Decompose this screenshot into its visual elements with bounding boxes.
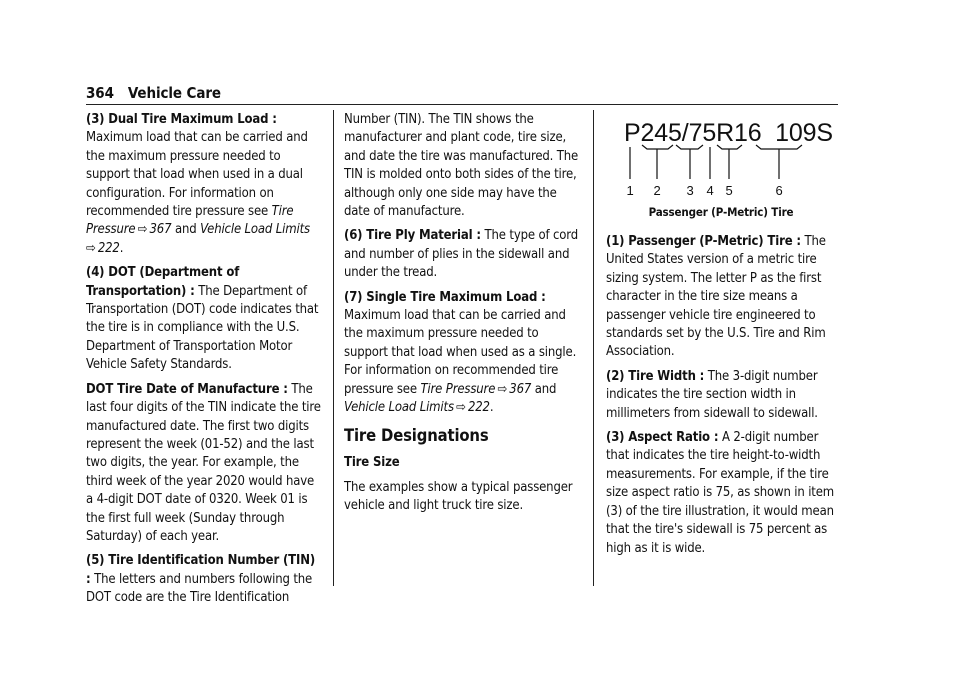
link-tire-pressure[interactable]: Tire Pressure [86, 204, 294, 238]
paragraph-text: and [531, 381, 557, 397]
paragraph-text: The Department of Transportation (DOT) code indicates that the tire is in compliance with the U.S. Department of Transportation Motor Vehicle Safety Standards. [86, 283, 319, 373]
page-ref-number[interactable]: 222 [97, 240, 120, 256]
diagram-label-3: 3 [686, 183, 694, 198]
paragraph-text: . [489, 400, 494, 416]
section-heading: Tire Designations [344, 425, 489, 445]
term-single-tire-load: (7) Single Tire Maximum Load : [344, 289, 546, 305]
running-header [86, 84, 221, 102]
column-divider-2 [593, 110, 594, 586]
section-title: Vehicle Care [127, 84, 221, 102]
paragraph-text: Maximum load that can be carried and the maximum pressure needed to support that load when used as a single. For information on recommended tire pressure see [344, 308, 577, 397]
paragraph-ply-material [344, 227, 582, 282]
paragraph-text: The type of cord and number of plies in the sidewall and under the tread. [344, 228, 578, 281]
column-divider-1 [333, 110, 334, 586]
term-dot: (4) DOT (Department of Transportation) : [86, 265, 240, 299]
page-ref-icon: ⇨ [456, 400, 466, 416]
paragraph-text: Number (TIN). The TIN shows the manufacturer and plant code, tire size, and date the tire was manufactured. The TIN is molded onto both sides of the tire, although only one side may have the date of manufacture. [344, 112, 579, 220]
term-tire-width: (2) Tire Width : [606, 368, 705, 384]
figure-caption: Passenger (P-Metric) Tire [648, 205, 794, 219]
diagram-label-2: 2 [653, 183, 661, 198]
paragraph-text: The examples show a typical passenger vehicle and light truck tire size. [344, 479, 573, 514]
paragraph-dual-tire-load [86, 111, 322, 258]
link-vehicle-load-limits[interactable]: Vehicle Load Limits [344, 400, 454, 416]
column-1 [86, 111, 322, 614]
paragraph-single-tire-load [344, 289, 582, 418]
term-dual-tire-load: (3) Dual Tire Maximum Load : [86, 112, 277, 127]
term-aspect-ratio: (3) Aspect Ratio : [606, 430, 719, 446]
tire-size-figure [606, 111, 836, 219]
paragraph-tin [86, 552, 322, 607]
page-ref-number[interactable]: 367 [149, 222, 172, 238]
diagram-label-4: 4 [706, 183, 714, 198]
paragraph-tire-width [606, 368, 838, 423]
page-ref-icon: ⇨ [137, 222, 148, 238]
paragraph-tin-continued [344, 111, 582, 221]
page-ref-number[interactable]: 367 [509, 381, 532, 397]
term-ply-material: (6) Tire Ply Material : [344, 228, 481, 244]
paragraph-tire-size [344, 479, 582, 516]
paragraph-text: . [119, 240, 124, 256]
paragraph-text: and [171, 222, 201, 238]
term-passenger-tire: (1) Passenger (P-Metric) Tire : [606, 234, 801, 249]
diagram-label-5: 5 [725, 183, 733, 198]
tire-diagram [606, 111, 836, 201]
paragraph-dot-date [86, 381, 322, 547]
paragraph-aspect-ratio [606, 429, 838, 558]
page-ref-icon: ⇨ [497, 381, 508, 397]
column-3 [606, 111, 838, 564]
page-ref-icon: ⇨ [86, 240, 96, 256]
paragraph-dot [86, 264, 322, 374]
header-rule [86, 104, 838, 105]
paragraph-text: The United States version of a metric tire sizing system. The letter P as the first character in the tire size means a passenger vehicle tire engineered to standards set by the U.S. Tire and Rim Association. [606, 234, 826, 360]
subsection-heading: Tire Size [344, 454, 400, 470]
paragraph-text: The 3-digit number indicates the tire section width in millimeters from sidewall to sidewall. [606, 368, 818, 421]
term-dot-date: DOT Tire Date of Manufacture : [86, 381, 288, 397]
paragraph-passenger-tire [606, 233, 838, 362]
tire-code-text: P245/75R16 109S [624, 119, 833, 147]
diagram-label-1: 1 [626, 183, 634, 198]
link-tire-pressure[interactable]: Tire Pressure [420, 381, 496, 397]
page-number: 364 [86, 84, 114, 102]
paragraph-text: A 2-digit number that indicates the tire height-to-width measurements. For example, if the tire size aspect ratio is 75, as shown in item (3) of the tire illustration, it would mean that the tire's sidewall is 75 percent as high as it is wide. [606, 430, 835, 556]
link-vehicle-load-limits[interactable]: Vehicle Load Limits [200, 222, 310, 238]
column-2 [344, 111, 582, 522]
paragraph-text: Maximum load that can be carried and the maximum pressure needed to support that load when used in a dual configuration. For information on recommended tire pressure see [86, 130, 308, 220]
paragraph-text: The letters and numbers following the DOT code are the Tire Identification [86, 571, 313, 606]
paragraph-text: The last four digits of the TIN indicate the tire manufactured date. The first two digits represent the week (01-52) and the last two digits, the year. For example, the third week of the year 2020 would have a 4-digit DOT date of 0320. Week 01 is the first full week (Sunday through Saturday) of each year. [86, 381, 321, 544]
page-ref-number[interactable]: 222 [467, 400, 490, 416]
diagram-label-6: 6 [775, 183, 783, 198]
term-tin: (5) Tire Identification Number (TIN) : [86, 553, 316, 587]
